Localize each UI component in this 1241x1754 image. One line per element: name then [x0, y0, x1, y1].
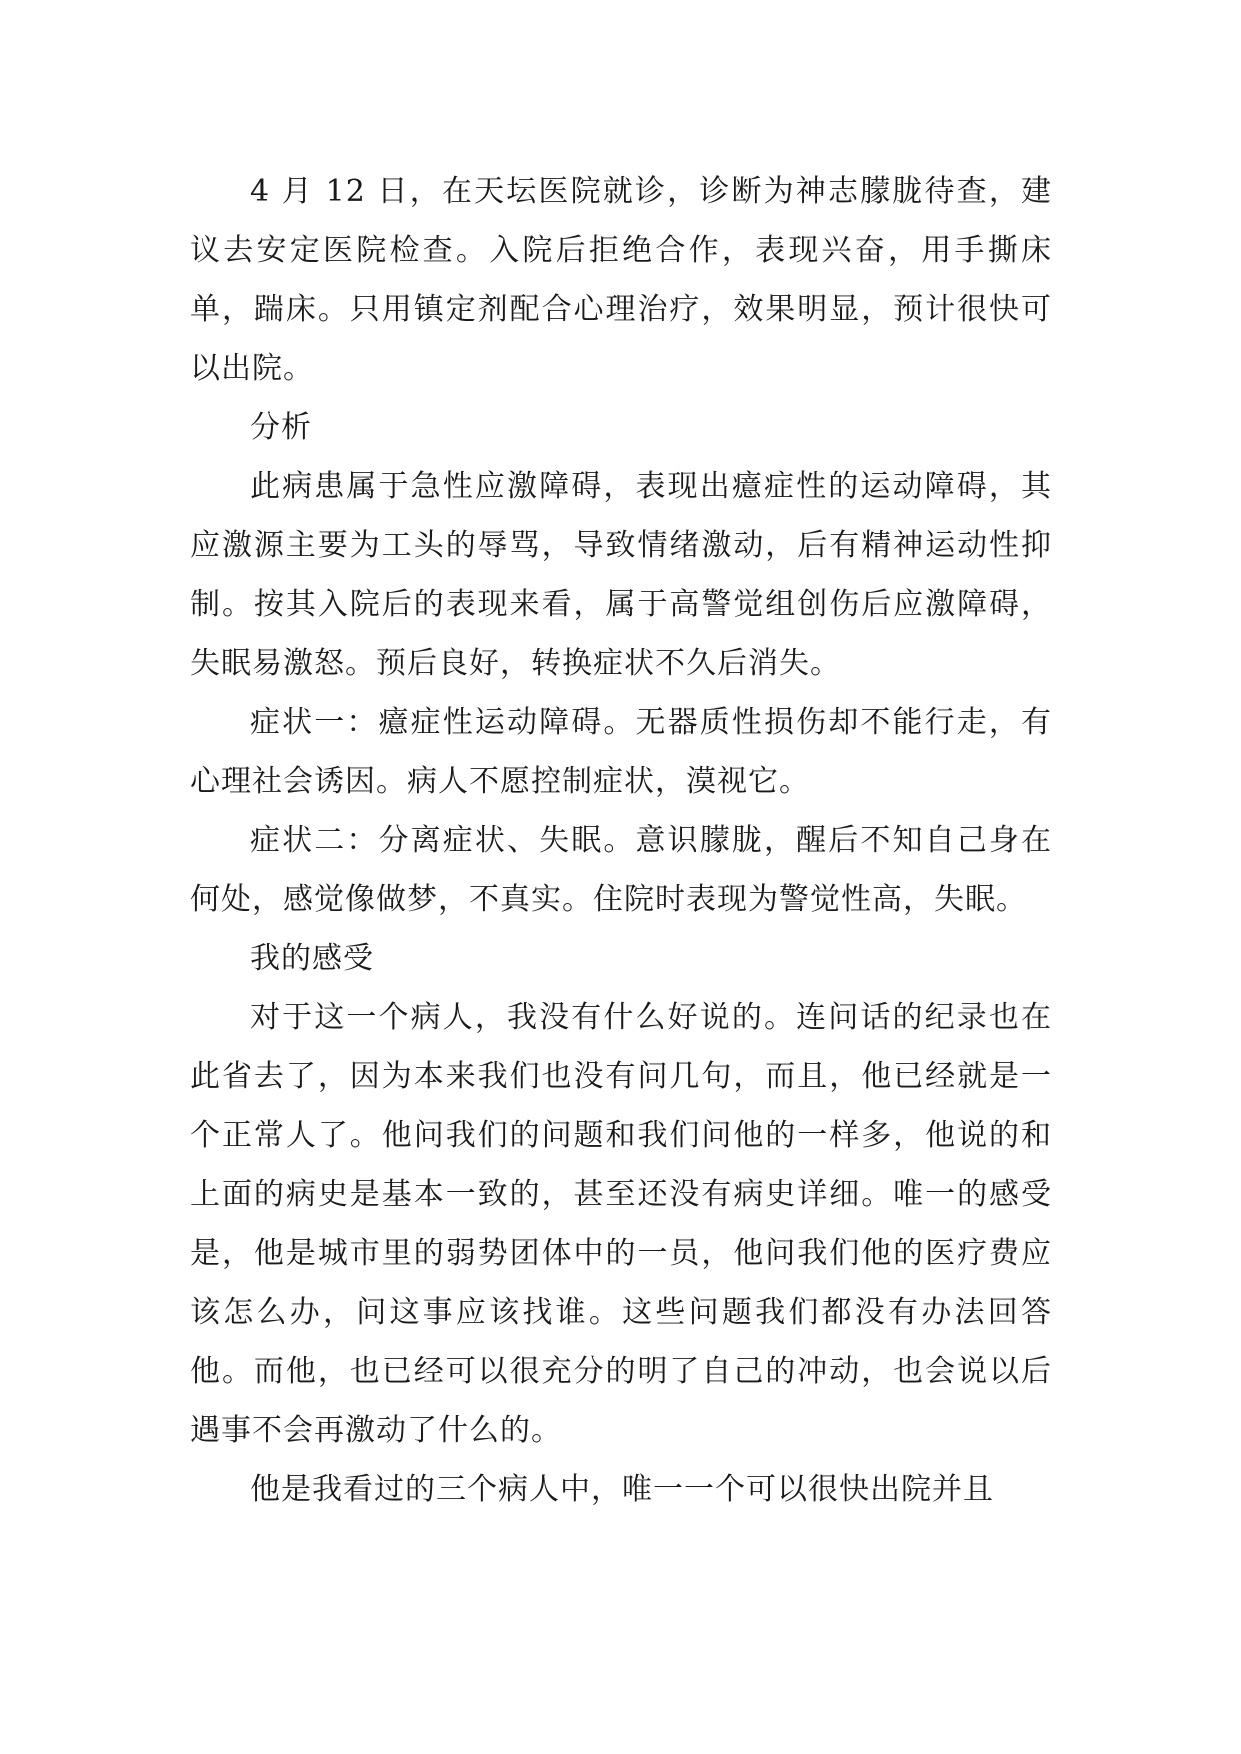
document-body [190, 162, 1052, 1519]
paragraph-feelings: 对于这一个病人，我没有什么好说的。连问话的纪录也在此省去了，因为本来我们也没有问几句，而且，他已经就是一个正常人了。他问我们的问题和我们问他的一样多，他说的和上面的病史是基本一致的，甚至还没有病史详细。唯一的感受是，他是城市里的弱势团体中的一员，他问我们他的医疗费应该怎么办，问这事应该找谁。这些问题我们都没有办法回答他。而他，也已经可以很充分的明了自己的冲动，也会说以后遇事不会再激动了什么的。 [190, 1000, 1052, 1448]
paragraph-symptom-one: 症状一：癔症性运动障碍。无器质性损伤却不能行走，有心理社会诱因。病人不愿控制症状，漠视它。 [190, 705, 1052, 799]
heading-analysis: 分析 [250, 410, 312, 445]
heading-my-feelings: 我的感受 [250, 941, 374, 976]
paragraph-analysis: 此病患属于急性应激障碍，表现出癔症性的运动障碍，其应激源主要为工头的辱骂，导致情绪激动，后有精神运动性抑制。按其入院后的表现来看，属于高警觉组创伤后应激障碍，失眠易激怒。预后良好，转换症状不久后消失。 [190, 469, 1052, 681]
paragraph-closing: 他是我看过的三个病人中，唯一一个可以很快出院并且 [250, 1472, 994, 1507]
paragraph-symptom-two: 症状二：分离症状、失眠。意识朦胧，醒后不知自己身在何处，感觉像做梦，不真实。住院时表现为警觉性高，失眠。 [190, 823, 1052, 917]
paragraph-diagnosis: 4 月 12 日，在天坛医院就诊，诊断为神志朦胧待查，建议去安定医院检查。入院后拒绝合作，表现兴奋，用手撕床单，踹床。只用镇定剂配合心理治疗，效果明显，预计很快可以出院。 [190, 174, 1052, 386]
